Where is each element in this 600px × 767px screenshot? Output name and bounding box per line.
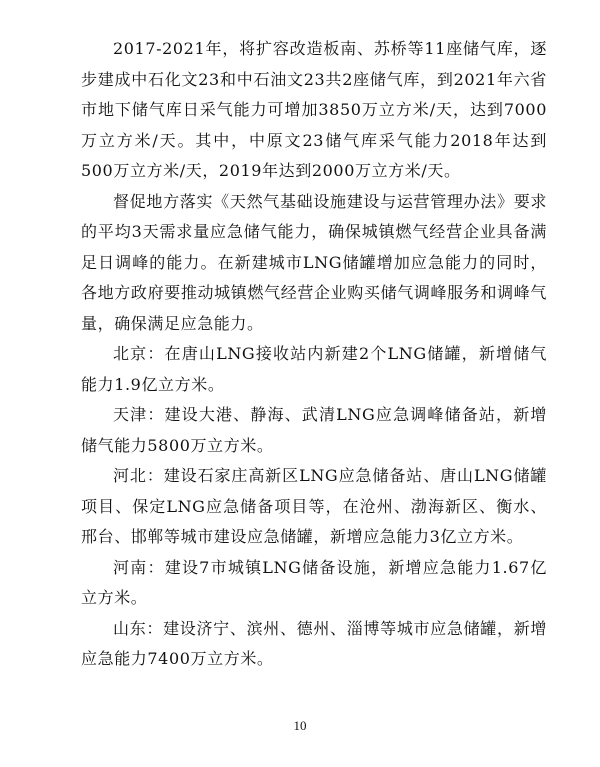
body-text <box>81 34 547 675</box>
paragraph-tianjin: 天津：建设大港、静海、武清LNG应急调峰储备站，新增储气能力5800万立方米。 <box>81 405 547 455</box>
paragraph-storage-expansion: 2017-2021年，将扩容改造板南、苏桥等11座储气库，逐步建成中石化文23和中石油文23共2座储气库，到2021年六省市地下储气库日采气能力可增加3850万立方米/天，达到7000万立方米/天。其中，中原文23储气库采气能力2018年达到500万立方米/天，2019年达到2000万立方米/天。 <box>81 39 547 180</box>
paragraph-henan: 河南：建设7市城镇LNG储备设施，新增应急能力1.67亿立方米。 <box>81 557 547 607</box>
paragraph-emergency-capacity: 督促地方落实《天然气基础设施建设与运营管理办法》要求的平均3天需求量应急储气能力，确保城镇燃气经营企业具备满足日调峰的能力。在新建城市LNG储罐增加应急能力的同时，各地方政府要推动城镇燃气经营企业购买储气调峰服务和调峰气量，确保满足应急能力。 <box>81 191 547 333</box>
paragraph-beijing: 北京：在唐山LNG接收站内新建2个LNG储罐，新增储气能力1.9亿立方米。 <box>81 344 547 394</box>
paragraph-hebei: 河北：建设石家庄高新区LNG应急储备站、唐山LNG储罐项目、保定LNG应急储备项目等，在沧州、渤海新区、衡水、邢台、邯郸等城市建设应急储罐，新增应急能力3亿立方米。 <box>81 466 547 546</box>
paragraph-shandong: 山东：建设济宁、滨州、德州、淄博等城市应急储罐，新增应急能力7400万立方米。 <box>81 618 547 668</box>
page-number: 10 <box>293 718 307 733</box>
